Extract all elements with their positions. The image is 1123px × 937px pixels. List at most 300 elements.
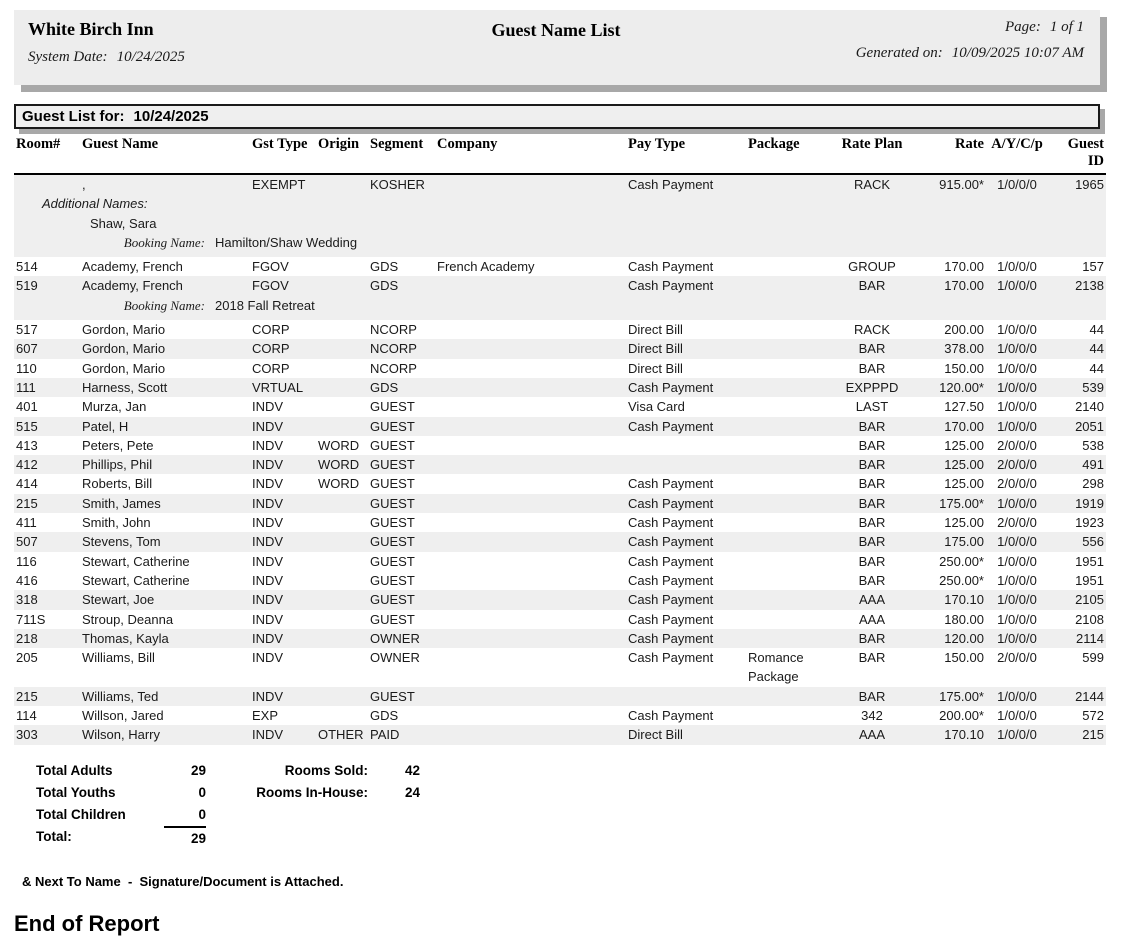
cell-package — [746, 687, 830, 706]
cell-guest_id: 2108 — [1075, 611, 1104, 627]
table-row — [14, 629, 1106, 648]
page-indicator — [621, 19, 1085, 36]
cell-aycp: 2/0/0/0 — [997, 476, 1037, 492]
cell-rate: 180.00 — [944, 611, 984, 627]
table-row — [14, 494, 1106, 513]
guest-table — [14, 136, 1106, 745]
cell-segment: GUEST — [370, 399, 415, 415]
cell-package — [746, 494, 830, 513]
table-row — [14, 320, 1106, 339]
cell-aycp: 1/0/0/0 — [997, 534, 1037, 550]
table-row — [14, 725, 1106, 744]
cell-company — [434, 648, 628, 687]
cell-guest_name: Stevens, Tom — [82, 534, 161, 550]
cell-company — [434, 513, 628, 532]
cell-rate: 170.00 — [944, 259, 984, 275]
cell-guest_id: 491 — [1082, 457, 1104, 473]
cell-origin — [318, 339, 370, 358]
cell-rate_plan: BAR — [858, 630, 886, 646]
cell-rate: 150.00 — [944, 650, 984, 666]
cell-guest_name: Phillips, Phil — [82, 457, 153, 473]
rooms-sold-label: Rooms Sold: — [284, 762, 368, 778]
total-children-label: Total Children — [36, 806, 126, 822]
cell-rate_plan: BAR — [858, 341, 886, 357]
cell-origin — [318, 276, 370, 295]
cell-room: 303 — [16, 727, 38, 743]
cell-package — [746, 417, 830, 436]
cell-aycp: 1/0/0/0 — [997, 727, 1037, 743]
cell-package — [746, 175, 830, 194]
table-row — [14, 417, 1106, 436]
cell-rate: 120.00 — [944, 630, 984, 646]
table-row — [14, 359, 1106, 378]
cell-origin — [318, 397, 370, 416]
cell-rate: 125.00 — [944, 437, 984, 453]
cell-package — [746, 359, 830, 378]
cell-origin — [318, 417, 370, 436]
cell-gst_type: INDV — [252, 457, 284, 473]
cell-guest_id: 1951 — [1075, 553, 1104, 569]
cell-pay_type: Cash Payment — [628, 379, 714, 395]
cell-gst_type: INDV — [252, 553, 284, 569]
cell-guest_name: Stewart, Catherine — [82, 553, 190, 569]
generated-value: 10/09/2025 10:07 AM — [951, 45, 1084, 61]
cell-gst_type: INDV — [252, 592, 284, 608]
cell-room: 607 — [16, 341, 38, 357]
system-date-value: 10/24/2025 — [116, 49, 185, 65]
cell-rate_plan: BAR — [858, 572, 886, 588]
cell-guest_name: Gordon, Mario — [82, 360, 166, 376]
cell-rate_plan: BAR — [858, 688, 886, 704]
cell-company — [434, 474, 628, 493]
cell-rate: 170.00 — [944, 418, 984, 434]
page-label: Page: — [1005, 19, 1041, 35]
cell-aycp: 2/0/0/0 — [997, 437, 1037, 453]
totals-row — [0, 782, 1123, 804]
cell-rate: 250.00* — [939, 572, 984, 588]
grand-total-label: Total: — [36, 828, 72, 844]
cell-room: 116 — [16, 553, 37, 569]
cell-segment: GDS — [370, 708, 399, 724]
cell-pay_type — [628, 436, 746, 455]
guest-list-date: 10/24/2025 — [133, 108, 209, 125]
cell-rate: 378.00 — [944, 341, 984, 357]
total-adults-label: Total Adults — [36, 762, 113, 778]
column-header-pay_type: Pay Type — [628, 136, 686, 152]
cell-pay_type: Cash Payment — [628, 592, 714, 608]
report-header-right — [621, 19, 1085, 85]
cell-room: 413 — [16, 437, 38, 453]
column-header-rate_plan: Rate Plan — [841, 136, 903, 152]
table-row — [14, 474, 1106, 493]
cell-room: 205 — [16, 650, 38, 666]
cell-room: 515 — [16, 418, 38, 434]
cell-origin — [318, 320, 370, 339]
cell-room: 111 — [16, 379, 36, 395]
cell-pay_type: Cash Payment — [628, 177, 714, 192]
cell-segment: OWNER — [370, 650, 420, 666]
cell-guest_id: 2114 — [1076, 630, 1104, 646]
column-header-company: Company — [437, 136, 498, 152]
cell-room: 215 — [16, 688, 38, 704]
cell-rate_plan: GROUP — [848, 259, 896, 275]
cell-segment: GUEST — [370, 495, 415, 511]
table-row — [14, 397, 1106, 416]
cell-guest_name: Stewart, Joe — [82, 592, 155, 608]
cell-aycp: 2/0/0/0 — [997, 457, 1037, 473]
cell-gst_type: VRTUAL — [252, 379, 304, 395]
cell-company — [434, 725, 628, 744]
cell-gst_type: INDV — [252, 476, 284, 492]
cell-segment: GUEST — [370, 534, 415, 550]
cell-package — [746, 725, 830, 744]
table-row — [14, 532, 1106, 551]
cell-package — [746, 610, 830, 629]
page-value: 1 of 1 — [1049, 19, 1084, 35]
cell-rate_plan: RACK — [853, 177, 891, 192]
cell-room: 507 — [16, 534, 38, 550]
guest-list-label: Guest List for: — [22, 108, 125, 125]
cell-guest_id: 157 — [1082, 259, 1104, 275]
column-header-guest_name: Guest Name — [82, 136, 159, 152]
cell-room: 711S — [16, 611, 46, 627]
cell-package — [746, 474, 830, 493]
hotel-name: White Birch Inn — [28, 19, 154, 39]
booking-name-value: Hamilton/Shaw Wedding — [215, 234, 358, 250]
cell-rate: 175.00* — [939, 688, 984, 704]
cell-package — [746, 455, 830, 474]
cell-guest_name: Smith, John — [82, 515, 151, 531]
cell-rate: 125.00 — [944, 457, 984, 473]
cell-gst_type: INDV — [252, 688, 284, 704]
cell-package — [746, 590, 830, 609]
cell-rate: 200.00 — [944, 322, 984, 338]
cell-guest_id: 599 — [1082, 650, 1104, 666]
cell-aycp: 1/0/0/0 — [997, 360, 1037, 376]
cell-segment: NCORP — [370, 322, 417, 338]
cell-guest_name: Gordon, Mario — [82, 322, 166, 338]
cell-rate: 120.00* — [939, 379, 984, 395]
cell-company — [434, 687, 628, 706]
cell-guest_name: Gordon, Mario — [82, 341, 166, 357]
cell-guest_id: 44 — [1089, 322, 1104, 338]
cell-pay_type: Direct Bill — [628, 322, 683, 338]
table-row — [14, 339, 1106, 358]
cell-rate: 170.00 — [944, 278, 984, 294]
cell-origin — [318, 687, 370, 706]
cell-origin: WORD — [318, 457, 360, 473]
cell-room: 218 — [16, 630, 38, 646]
cell-guest_id: 1951 — [1075, 572, 1104, 588]
cell-company — [434, 552, 628, 571]
total-youths-label: Total Youths — [36, 784, 116, 800]
cell-pay_type: Cash Payment — [628, 553, 714, 569]
booking-name-label: Booking Name: — [123, 234, 205, 250]
cell-rate_plan: BAR — [858, 457, 886, 473]
cell-pay_type: Cash Payment — [628, 476, 714, 492]
cell-package — [746, 552, 830, 571]
cell-guest_id: 2138 — [1075, 278, 1104, 294]
cell-aycp: 1/0/0/0 — [997, 341, 1037, 357]
cell-segment: GUEST — [370, 688, 415, 704]
total-children-value: 0 — [198, 806, 206, 822]
cell-segment: GUEST — [370, 553, 415, 569]
cell-origin — [318, 590, 370, 609]
additional-name: Shaw, Sara — [90, 215, 157, 231]
report-header — [14, 10, 1100, 85]
cell-rate_plan: BAR — [858, 278, 886, 294]
cell-segment: NCORP — [370, 341, 417, 357]
cell-segment: KOSHER — [370, 177, 425, 192]
cell-guest_name: Patel, H — [82, 418, 129, 434]
cell-package — [746, 276, 830, 295]
cell-rate: 170.10 — [944, 727, 984, 743]
cell-rate_plan: BAR — [858, 437, 886, 453]
column-header-segment: Segment — [370, 136, 424, 152]
cell-rate: 150.00 — [944, 360, 984, 376]
cell-segment: GUEST — [370, 611, 415, 627]
table-row — [14, 276, 1106, 320]
cell-company — [434, 436, 628, 455]
table-row — [14, 436, 1106, 455]
cell-gst_type: INDV — [252, 630, 284, 646]
cell-gst_type: EXEMPT — [252, 177, 306, 192]
rooms-sold-value: 42 — [404, 762, 420, 778]
cell-pay_type: Cash Payment — [628, 611, 714, 627]
cell-aycp: 1/0/0/0 — [997, 259, 1037, 275]
report-title: Guest Name List — [491, 20, 621, 40]
cell-company — [434, 532, 628, 551]
cell-guest_name: Academy, French — [82, 259, 183, 275]
cell-rate: 175.00* — [939, 495, 984, 511]
cell-company — [434, 320, 628, 339]
cell-room: 411 — [16, 515, 37, 531]
cell-gst_type: INDV — [252, 611, 284, 627]
cell-package — [746, 532, 830, 551]
cell-room — [14, 175, 82, 194]
cell-company — [434, 494, 628, 513]
cell-rate_plan: BAR — [858, 476, 886, 492]
cell-aycp: 1/0/0/0 — [997, 322, 1037, 338]
cell-pay_type: Cash Payment — [628, 630, 714, 646]
cell-gst_type: INDV — [252, 727, 284, 743]
rooms-inhouse-label: Rooms In-House: — [256, 784, 368, 800]
additional-names-label: Additional Names: — [42, 196, 148, 212]
cell-pay_type: Cash Payment — [628, 708, 714, 724]
cell-aycp: 1/0/0/0 — [997, 572, 1037, 588]
cell-guest_id: 539 — [1082, 379, 1104, 395]
cell-package — [746, 339, 830, 358]
rooms-inhouse-value: 24 — [404, 784, 420, 800]
cell-company — [434, 378, 628, 397]
cell-segment: GUEST — [370, 515, 415, 531]
cell-guest_id: 1923 — [1075, 515, 1104, 531]
cell-segment: GUEST — [370, 418, 415, 434]
table-row — [14, 610, 1106, 629]
cell-gst_type: INDV — [252, 418, 284, 434]
cell-guest_id: 44 — [1089, 360, 1104, 376]
cell-origin — [318, 571, 370, 590]
cell-guest_id: 2144 — [1075, 688, 1104, 704]
cell-company — [434, 417, 628, 436]
cell-origin — [318, 648, 370, 687]
cell-gst_type: CORP — [252, 322, 290, 338]
cell-rate_plan: AAA — [858, 727, 885, 743]
cell-package — [746, 436, 830, 455]
cell-segment: PAID — [370, 727, 400, 743]
booking-name-value: 2018 Fall Retreat — [215, 297, 315, 313]
cell-segment: GUEST — [370, 457, 415, 473]
cell-room: 412 — [16, 457, 38, 473]
column-header-rate: Rate — [955, 136, 984, 152]
cell-origin — [318, 629, 370, 648]
generated-label: Generated on: — [855, 45, 943, 61]
cell-gst_type: CORP — [252, 360, 290, 376]
cell-segment: GDS — [370, 259, 399, 275]
cell-company — [434, 455, 628, 474]
report-header-left — [28, 19, 492, 85]
cell-guest_name: Thomas, Kayla — [82, 630, 169, 646]
cell-origin — [318, 513, 370, 532]
cell-company — [434, 359, 628, 378]
cell-gst_type: INDV — [252, 437, 284, 453]
booking-name-label: Booking Name: — [123, 297, 205, 313]
cell-package: Romance Package — [748, 650, 804, 685]
cell-rate: 915.00* — [939, 177, 984, 192]
cell-rate_plan: AAA — [858, 592, 885, 608]
cell-rate: 127.50 — [944, 399, 984, 415]
cell-aycp: 1/0/0/0 — [997, 278, 1037, 294]
cell-guest_name: Harness, Scott — [82, 379, 168, 395]
table-row — [14, 552, 1106, 571]
cell-pay_type: Direct Bill — [628, 341, 683, 357]
column-header-origin: Origin — [318, 136, 360, 152]
cell-origin — [318, 257, 370, 276]
cell-company — [434, 706, 628, 725]
cell-aycp: 1/0/0/0 — [997, 379, 1037, 395]
cell-pay_type: Cash Payment — [628, 515, 714, 531]
cell-guest_id: 298 — [1082, 476, 1104, 492]
totals-row — [0, 804, 1123, 826]
cell-package — [746, 629, 830, 648]
cell-origin — [318, 494, 370, 513]
table-row — [14, 513, 1106, 532]
cell-gst_type: CORP — [252, 341, 290, 357]
cell-gst_type: EXP — [252, 708, 279, 724]
cell-company — [434, 397, 628, 416]
table-row — [14, 706, 1106, 725]
signature-footnote: & Next To Name - Signature/Document is Attached. — [22, 873, 344, 889]
cell-room: 519 — [16, 278, 38, 294]
cell-origin — [318, 378, 370, 397]
cell-origin: WORD — [318, 437, 360, 453]
cell-rate_plan: BAR — [858, 534, 886, 550]
cell-pay_type: Cash Payment — [628, 495, 714, 511]
cell-package — [746, 257, 830, 276]
cell-rate: 200.00* — [939, 708, 984, 724]
cell-guest_name: Stroup, Deanna — [82, 611, 174, 627]
cell-package — [746, 378, 830, 397]
cell-company — [434, 610, 628, 629]
cell-rate: 170.10 — [944, 592, 984, 608]
totals-section — [0, 760, 1123, 850]
cell-gst_type: INDV — [252, 495, 284, 511]
cell-guest_name: , — [82, 177, 86, 192]
cell-guest_id: 215 — [1082, 727, 1104, 743]
cell-origin — [318, 175, 370, 194]
column-header-guest_id: Guest ID — [1067, 136, 1104, 169]
cell-guest_id: 1919 — [1075, 495, 1104, 511]
cell-rate_plan: RACK — [853, 322, 891, 338]
cell-origin — [318, 552, 370, 571]
cell-guest_id: 2051 — [1075, 418, 1104, 434]
cell-segment: GUEST — [370, 476, 415, 492]
cell-segment: GUEST — [370, 437, 415, 453]
cell-room: 114 — [16, 708, 37, 724]
cell-origin — [318, 610, 370, 629]
cell-guest_name: Stewart, Catherine — [82, 572, 190, 588]
cell-aycp: 1/0/0/0 — [997, 708, 1037, 724]
cell-guest_id: 44 — [1089, 341, 1104, 357]
cell-pay_type: Cash Payment — [628, 259, 714, 275]
cell-company — [434, 276, 628, 295]
table-row — [14, 590, 1106, 609]
cell-gst_type: INDV — [252, 650, 284, 666]
table-body — [14, 175, 1106, 745]
cell-company — [434, 571, 628, 590]
table-row — [14, 257, 1106, 276]
cell-segment: GUEST — [370, 572, 415, 588]
cell-gst_type: INDV — [252, 534, 284, 550]
system-date-label: System Date: — [28, 49, 108, 65]
cell-package — [746, 571, 830, 590]
cell-aycp: 1/0/0/0 — [997, 592, 1037, 608]
table-row — [14, 687, 1106, 706]
cell-package — [746, 706, 830, 725]
cell-segment: GUEST — [370, 592, 415, 608]
cell-segment: OWNER — [370, 630, 420, 646]
cell-guest_id: 2140 — [1075, 399, 1104, 415]
cell-rate_plan: BAR — [858, 650, 886, 666]
total-adults-value: 29 — [190, 762, 206, 778]
cell-rate: 250.00* — [939, 553, 984, 569]
cell-guest_name: Williams, Ted — [82, 688, 159, 704]
cell-company: French Academy — [437, 259, 535, 275]
system-date — [28, 49, 492, 66]
cell-guest_name: Peters, Pete — [82, 437, 154, 453]
cell-guest_id: 572 — [1082, 708, 1104, 724]
cell-rate_plan: LAST — [855, 399, 889, 415]
totals-row — [0, 760, 1123, 782]
cell-pay_type: Visa Card — [628, 399, 685, 415]
cell-rate: 125.00 — [944, 476, 984, 492]
cell-rate_plan: 342 — [861, 708, 883, 724]
cell-company — [434, 339, 628, 358]
cell-aycp: 1/0/0/0 — [997, 495, 1037, 511]
cell-segment: GDS — [370, 278, 399, 294]
cell-origin: OTHER — [318, 727, 364, 743]
cell-pay_type: Direct Bill — [628, 360, 683, 376]
cell-rate_plan: BAR — [858, 360, 886, 376]
cell-guest_name: Williams, Bill — [82, 650, 155, 666]
cell-room: 215 — [16, 495, 38, 511]
cell-guest_name: Willson, Jared — [82, 708, 164, 724]
guest-list-box — [14, 104, 1100, 129]
cell-rate_plan: BAR — [858, 515, 886, 531]
table-row — [14, 455, 1106, 474]
cell-room: 514 — [16, 259, 38, 275]
cell-package — [746, 513, 830, 532]
